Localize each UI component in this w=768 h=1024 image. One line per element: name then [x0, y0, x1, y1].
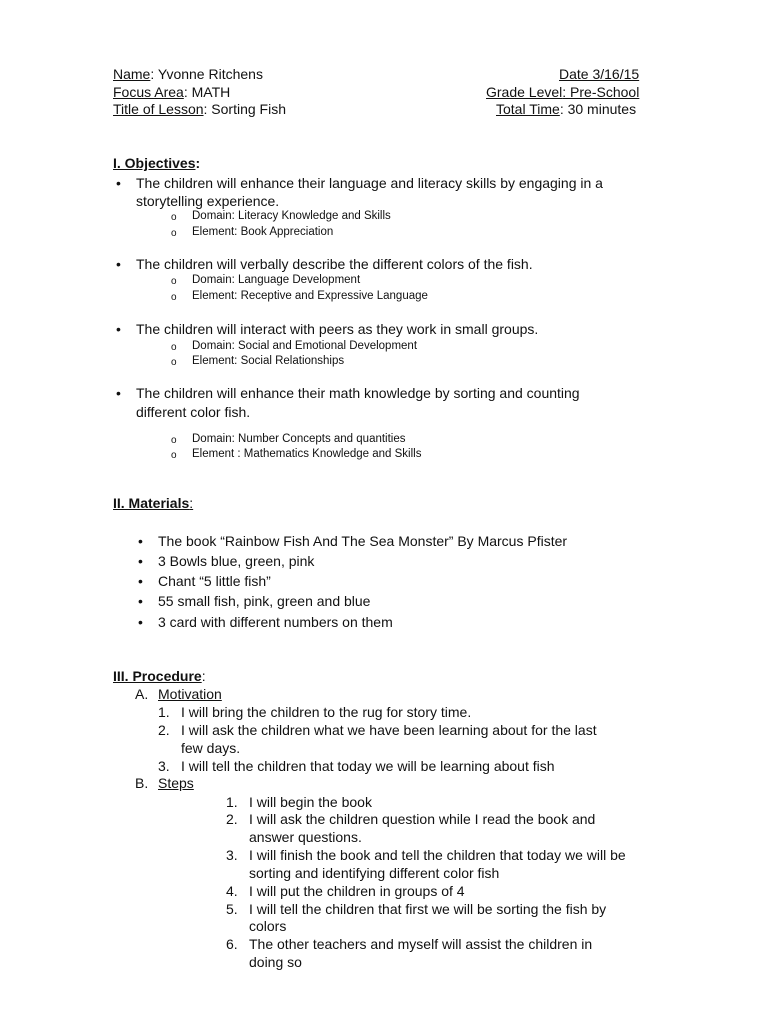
section-a-label: Motivation: [158, 686, 222, 702]
material-item: • The book “Rainbow Fish And The Sea Monster” By Marcus Pfister: [158, 532, 567, 550]
objective-element: o Element: Book Appreciation: [192, 225, 333, 240]
motivation-step: I will tell the children that today we will be learning about fish: [181, 758, 555, 774]
time-label: Total Time: [496, 101, 560, 117]
steps-item-cont: answer questions.: [249, 829, 362, 845]
name-value: : Yvonne Ritchens: [150, 66, 263, 82]
procedure-heading: III. Procedure:: [113, 668, 206, 684]
step-number: 5.: [226, 901, 238, 917]
steps-item: The other teachers and myself will assist the children in: [249, 936, 593, 952]
objective-domain: o Domain: Number Concepts and quantities: [192, 432, 406, 447]
section-a-marker: A.: [135, 686, 149, 702]
steps-item-cont: sorting and identifying different color fish: [249, 865, 500, 881]
step-number: 2.: [158, 722, 170, 738]
time-value: : 30 minutes: [559, 101, 637, 117]
name-line: [113, 65, 263, 83]
steps-item-cont: doing so: [249, 954, 302, 970]
step-number: 1.: [158, 704, 170, 720]
objective-item-cont: different color fish.: [136, 404, 251, 420]
material-item: • 3 card with different numbers on them: [158, 613, 393, 631]
grade-value: : Pre-School: [562, 84, 640, 100]
materials-heading: II. Materials:: [113, 495, 194, 511]
objective-item: • The children will enhance their language and literacy skills by engaging in a: [136, 174, 603, 192]
material-item: • 3 Bowls blue, green, pink: [158, 552, 314, 570]
step-number: 2.: [226, 811, 238, 827]
focus-value: : MATH: [183, 84, 231, 100]
objective-item: • The children will enhance their math knowledge by sorting and counting: [136, 384, 580, 402]
objective-domain: o Domain: Social and Emotional Development: [192, 339, 417, 354]
step-number: 6.: [226, 936, 238, 952]
focus-line: [113, 83, 230, 101]
step-number: 3.: [226, 847, 238, 863]
step-number: 4.: [226, 883, 238, 899]
section-b-marker: B.: [135, 775, 149, 791]
title-value: : Sorting Fish: [203, 101, 287, 117]
objective-item-cont: storytelling experience.: [136, 193, 280, 209]
steps-item: I will begin the book: [249, 794, 372, 810]
name-label: Name: [113, 66, 151, 82]
material-item: • Chant “5 little fish”: [158, 572, 271, 590]
step-number: 1.: [226, 794, 238, 810]
title-line: [113, 100, 286, 118]
motivation-step-cont: few days.: [181, 740, 241, 756]
step-number: 3.: [158, 758, 170, 774]
time-line: [496, 100, 636, 118]
steps-item: I will put the children in groups of 4: [249, 883, 465, 899]
motivation-step: I will bring the children to the rug for story time.: [181, 704, 472, 720]
grade-field: [486, 83, 639, 101]
focus-label: Focus Area: [113, 84, 184, 100]
objective-item: • The children will verbally describe the different colors of the fish.: [136, 255, 533, 273]
steps-item-cont: colors: [249, 918, 287, 934]
objective-domain: o Domain: Literacy Knowledge and Skills: [192, 209, 391, 224]
motivation-step: I will ask the children what we have been learning about for the last: [181, 722, 597, 738]
grade-label: Grade Level: [486, 84, 563, 100]
objectives-heading: I. Objectives:: [113, 155, 201, 171]
steps-item: I will tell the children that first we will be sorting the fish by: [249, 901, 607, 917]
objective-domain: o Domain: Language Development: [192, 273, 360, 288]
title-label: Title of Lesson: [113, 101, 204, 117]
section-b-label: Steps: [158, 775, 194, 791]
objective-item: • The children will interact with peers as they work in small groups.: [136, 320, 538, 338]
objective-element: o Element: Social Relationships: [192, 354, 344, 369]
objective-element: o Element: Receptive and Expressive Language: [192, 289, 428, 304]
steps-item: I will ask the children question while I read the book and: [249, 811, 596, 827]
material-item: • 55 small fish, pink, green and blue: [158, 592, 370, 610]
steps-item: I will finish the book and tell the children that today we will be: [249, 847, 626, 863]
date-field: Date 3/16/15: [559, 66, 640, 82]
objective-element: o Element : Mathematics Knowledge and Skills: [192, 447, 421, 462]
